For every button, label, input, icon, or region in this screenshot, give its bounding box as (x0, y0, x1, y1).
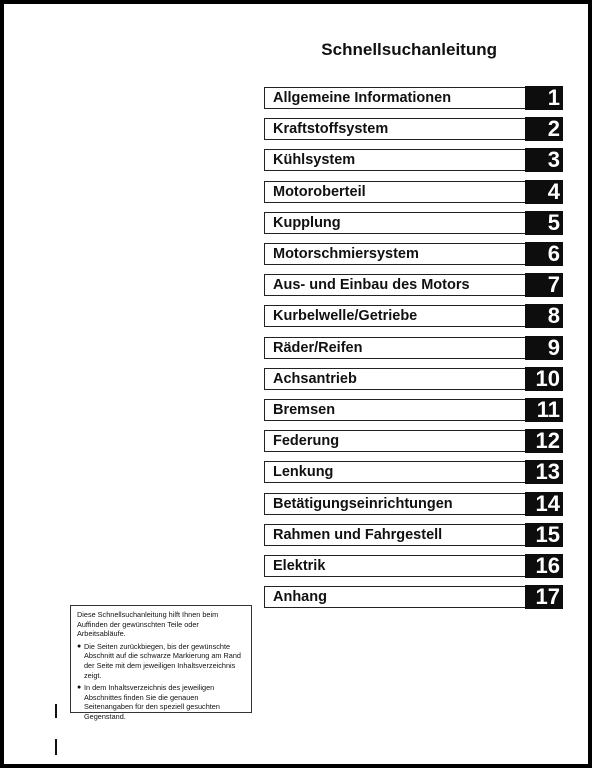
page-title: Schnellsuchanleitung (321, 40, 497, 59)
section-number-tab: 9 (525, 336, 563, 360)
section-number-tab: 3 (525, 148, 563, 172)
note-bullet (77, 642, 245, 680)
section-label: Kraftstoffsystem (264, 118, 528, 140)
section-label: Motoroberteil (264, 181, 528, 203)
section-number-tab: 16 (525, 554, 563, 578)
section-entry[interactable] (264, 305, 564, 331)
section-number-tab: 8 (525, 304, 563, 328)
section-label: Aus- und Einbau des Motors (264, 274, 528, 296)
note-bullet (77, 683, 245, 721)
section-label: Betätigungseinrichtungen (264, 493, 528, 515)
note-bullet-text: Die Seiten zurückbiegen, bis der gewünschte Abschnitt auf die schwarze Markierung am Rand der Seite mit dem jeweiligen Inhaltsverzeichnis zeigt. (84, 641, 241, 680)
section-label: Kupplung (264, 212, 528, 234)
section-number-tab: 6 (525, 242, 563, 266)
section-label: Lenkung (264, 461, 528, 483)
section-entry[interactable] (264, 586, 564, 612)
section-number-tab: 15 (525, 523, 563, 547)
section-entry[interactable] (264, 555, 564, 581)
section-entry[interactable] (264, 118, 564, 144)
note-intro: Diese Schnellsuchanleitung hilft Ihnen beim Auffinden der gewünschten Teile oder Arbeitsabläufe. (77, 610, 219, 639)
section-entry[interactable] (264, 178, 564, 207)
usage-note (70, 605, 252, 721)
section-entry[interactable] (264, 490, 564, 519)
section-entry[interactable] (264, 521, 564, 550)
section-label: Anhang (264, 586, 528, 608)
section-number-tab: 7 (525, 273, 563, 297)
section-label: Kurbelwelle/Getriebe (264, 305, 528, 327)
section-number-tab: 2 (525, 117, 563, 141)
section-number-tab: 1 (525, 86, 563, 110)
section-label: Achsantrieb (264, 368, 528, 390)
manual-page (4, 4, 588, 764)
section-label: Rahmen und Fahrgestell (264, 524, 528, 546)
section-entry[interactable] (264, 243, 564, 269)
section-label: Bremsen (264, 399, 528, 421)
section-label: Elektrik (264, 555, 528, 577)
section-entry[interactable] (264, 274, 564, 300)
section-label: Motorschmiersystem (264, 243, 528, 265)
section-label: Federung (264, 430, 528, 452)
section-number-tab: 17 (525, 585, 563, 609)
section-entry[interactable] (264, 209, 564, 238)
section-label: Räder/Reifen (264, 337, 528, 359)
margin-mark (55, 739, 57, 755)
section-number-tab: 4 (525, 180, 563, 204)
section-number-tab: 12 (525, 429, 563, 453)
section-number-tab: 10 (525, 367, 563, 391)
section-entry[interactable] (264, 430, 564, 456)
section-entry[interactable] (264, 87, 564, 113)
section-entry[interactable] (264, 365, 564, 394)
section-number-tab: 14 (525, 492, 563, 516)
section-number-tab: 5 (525, 211, 563, 235)
margin-mark (55, 704, 57, 718)
section-label: Allgemeine Informationen (264, 87, 528, 109)
section-entry[interactable] (264, 149, 564, 175)
section-entry[interactable] (264, 461, 564, 487)
note-bullet-text: In dem Inhaltsverzeichnis des jeweiligen Abschnittes finden Sie die genauen Seitenangaben für den speziell gesuchten Gegenstand. (84, 683, 220, 721)
section-number-tab: 13 (525, 460, 563, 484)
section-number-tab: 11 (525, 398, 563, 422)
section-label: Kühlsystem (264, 149, 528, 171)
bullet-icon: ● (77, 684, 82, 692)
section-entry[interactable] (264, 334, 564, 363)
bullet-icon: ● (77, 642, 82, 650)
section-entry[interactable] (264, 399, 564, 425)
